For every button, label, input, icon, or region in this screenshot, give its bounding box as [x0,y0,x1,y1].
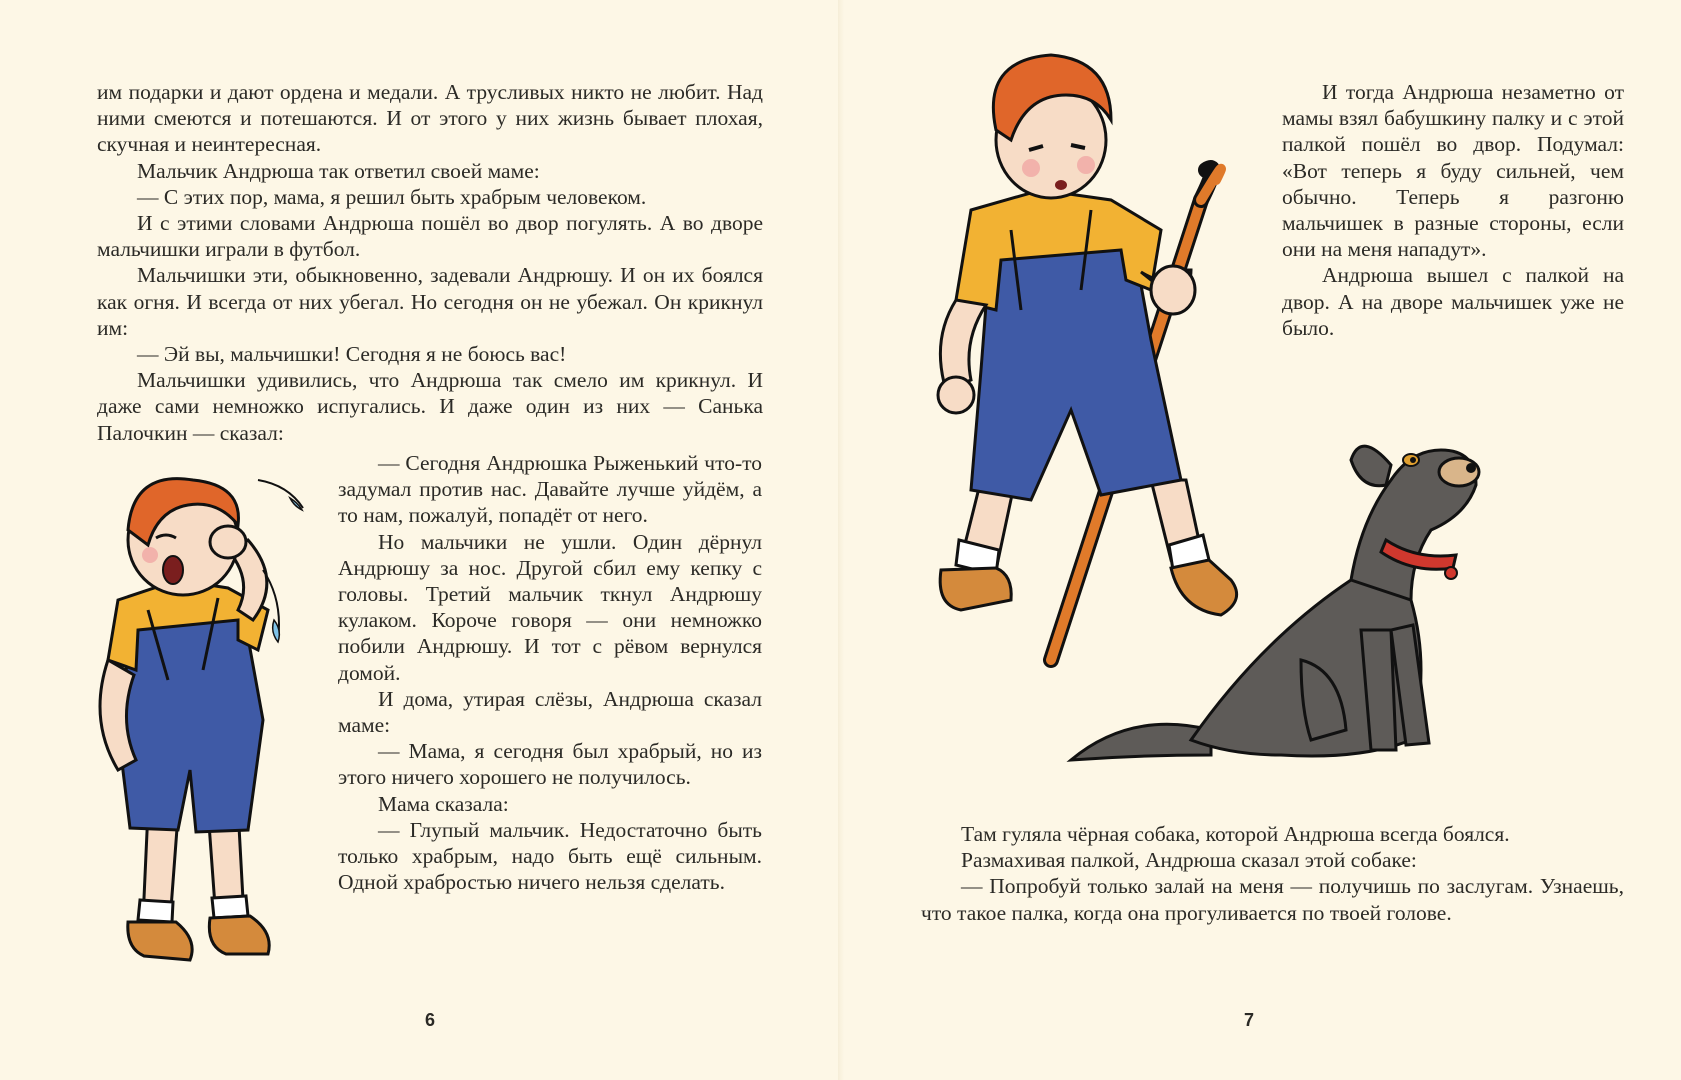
paragraph: Мальчишки удивились, что Андрюша так смело им крикнул. И даже сами немножко испугались. И даже один из них — Санька Палочкин — сказал: [97,368,763,445]
right-bottom-text [921,821,1624,926]
paragraph: — Попробуй только залай на меня — получишь по заслугам. Узнаешь, что такое палка, когда она прогуливается по твоей голове. [921,874,1624,925]
paragraph: — Сегодня Андрюшка Рыженький что-то задумал против нас. Давайте лучше уйдём, а то нам, пожалуй, попадёт от него. [338,451,762,528]
paragraph: И дома, утирая слёзы, Андрюша сказал маме: [338,686,762,738]
paragraph: Размахивая палкой, Андрюша сказал этой собаке: [961,848,1417,873]
right-page [841,0,1681,1080]
paragraph: — Глупый мальчик. Недостаточно быть только храбрым, надо быть ещё сильным. Одной храбростью ничего нельзя сделать. [338,817,762,895]
crying-boy-illustration [78,470,338,980]
paragraph: Но мальчики не ушли. Один дёрнул Андрюшу за нос. Другой сбил ему кепку с головы. Третий мальчик ткнул Андрюшу кулаком. Короче говоря — они немножко побили Андрюшу. И тот с рёвом вернулся домой. [338,529,762,685]
paragraph: — С этих пор, мама, я решил быть храбрым человеком. [137,184,647,209]
page-number: 6 [425,1010,436,1030]
paragraph: Там гуляла чёрная собака, которой Андрюша всегда боялся. [961,822,1510,846]
paragraph: Андрюша вышел с палкой на двор. А на дворе мальчишек уже не было. [1282,263,1624,340]
right-top-text [1282,79,1624,341]
paragraph: И с этими словами Андрюша пошёл во двор погулять. А во дворе мальчишки играли в футбол. [97,211,763,262]
left-side-text [338,450,762,895]
paragraph: — Мама, я сегодня был храбрый, но из этого ничего хорошего не получилось. [338,739,762,790]
page-number: 7 [1244,1010,1255,1030]
paragraph: Мальчик Андрюша так ответил своей маме: [137,158,540,183]
paragraph: им подарки и дают ордена и медали. А трусливых никто не любит. Над ними смеются и потешаются. И от этого у них жизнь бывает плохая, скучная и неинтересная. [97,80,763,157]
paragraph: И тогда Андрюша незаметно от мамы взял бабушкину палку и с этой палкой пошёл во двор. Подумал: «Вот теперь я буду сильней, чем обычно. Теперь я разгоню мальчишек в разные стороны, если они на меня нападут». [1282,80,1624,262]
paragraph: Мальчишки эти, обыкновенно, задевали Андрюшу. И он их боялся как огня. И всегда от них убегал. Но сегодня он не убежал. Он крикнул им: [97,263,763,340]
paragraph: — Эй вы, мальчишки! Сегодня я не боюсь вас! [137,342,567,367]
left-page [0,0,840,1080]
left-top-text [97,79,763,446]
black-dog-illustration [1061,410,1481,790]
paragraph: Мама сказала: [378,791,509,816]
